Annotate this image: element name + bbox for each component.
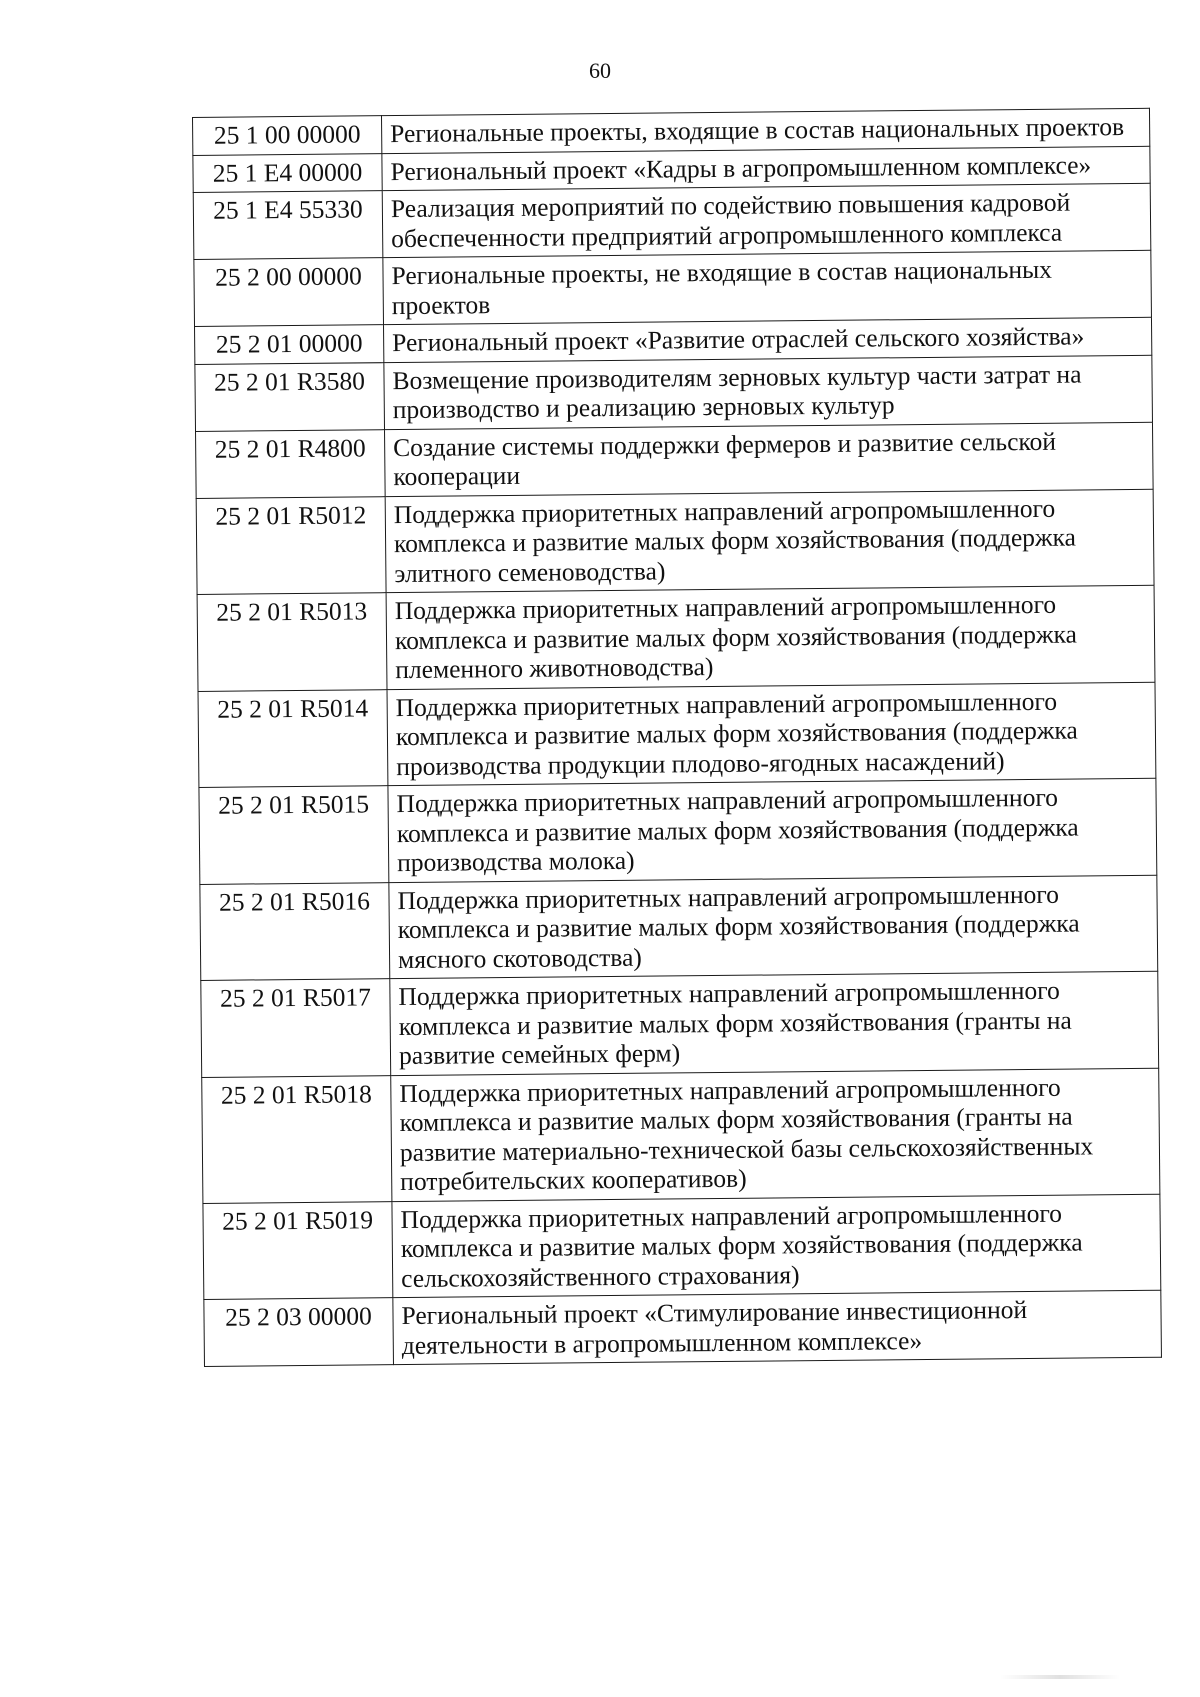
code-cell: 25 2 01 R5014	[198, 689, 388, 787]
budget-classification-table	[192, 108, 1162, 1367]
code-cell: 25 2 01 R5015	[199, 786, 389, 884]
description-cell: Региональные проекты, входящие в состав национальных проектов	[381, 108, 1149, 153]
code-cell: 25 2 01 R5013	[197, 593, 387, 691]
table-row	[195, 355, 1153, 431]
code-cell: 25 2 01 R5017	[201, 979, 391, 1077]
code-cell: 25 1 00 00000	[193, 116, 382, 155]
description-cell: Реализация мероприятий по содействию повышения кадровой обеспеченности предприятий агропромышленного комплекса	[382, 183, 1151, 257]
table-row	[193, 183, 1151, 259]
table-row	[194, 250, 1152, 326]
table-row	[204, 1290, 1162, 1366]
table-row	[202, 1068, 1160, 1203]
description-cell: Поддержка приоритетных направлений агропромышленного комплекса и развитие малых форм хозяйствования (гранты на развитие материально-технической базы сельскохозяйственных потребительских кооперативов)	[391, 1068, 1160, 1201]
description-cell: Поддержка приоритетных направлений агропромышленного комплекса и развитие малых форм хозяйствования (поддержка сельскохозяйственного страхования)	[392, 1194, 1161, 1298]
code-cell: 25 2 01 R5016	[200, 882, 390, 980]
code-cell: 25 2 01 R5012	[196, 496, 386, 594]
table-row	[203, 1194, 1161, 1300]
description-cell: Поддержка приоритетных направлений агропромышленного комплекса и развитие малых форм хозяйствования (поддержка элитного семеноводства)	[385, 489, 1154, 593]
description-cell: Поддержка приоритетных направлений агропромышленного комплекса и развитие малых форм хозяйствования (поддержка производства молока)	[388, 778, 1157, 882]
description-cell: Возмещение производителям зерновых культур части затрат на производство и реализацию зерновых культур	[384, 355, 1153, 429]
page-number: 60	[589, 58, 611, 83]
code-cell: 25 2 01 R3580	[195, 362, 385, 431]
code-cell: 25 2 00 00000	[194, 258, 384, 327]
table-row	[199, 778, 1157, 884]
description-cell: Поддержка приоритетных направлений агропромышленного комплекса и развитие малых форм хозяйствования (поддержка мясного скотоводства)	[389, 875, 1158, 979]
table-row	[201, 971, 1159, 1077]
code-cell: 25 1 E4 00000	[193, 153, 382, 192]
code-cell: 25 2 01 R4800	[196, 429, 386, 498]
code-cell: 25 2 01 R5019	[203, 1201, 393, 1299]
table-row	[196, 422, 1154, 498]
description-cell: Региональный проект «Стимулирование инвестиционной деятельности в агропромышленном комплексе»	[393, 1290, 1162, 1364]
code-cell: 25 2 01 00000	[195, 325, 384, 364]
scan-artifact	[1000, 1675, 1120, 1679]
table-row	[197, 585, 1155, 691]
description-cell: Поддержка приоритетных направлений агропромышленного комплекса и развитие малых форм хозяйствования (гранты на развитие семейных ферм)	[390, 971, 1159, 1075]
table-row	[196, 489, 1154, 595]
code-cell: 25 2 03 00000	[204, 1298, 394, 1367]
description-cell: Региональный проект «Развитие отраслей сельского хозяйства»	[384, 317, 1152, 362]
description-cell: Региональный проект «Кадры в агропромышленном комплексе»	[382, 146, 1150, 191]
description-cell: Региональные проекты, не входящие в состав национальных проектов	[383, 250, 1152, 324]
code-cell: 25 1 E4 55330	[193, 191, 383, 260]
table-row	[200, 875, 1158, 981]
code-cell: 25 2 01 R5018	[202, 1075, 392, 1203]
description-cell: Создание системы поддержки фермеров и развитие сельской кооперации	[385, 422, 1154, 496]
table-row	[198, 682, 1156, 788]
description-cell: Поддержка приоритетных направлений агропромышленного комплекса и развитие малых форм хозяйствования (поддержка племенного животноводства)	[386, 585, 1155, 689]
description-cell: Поддержка приоритетных направлений агропромышленного комплекса и развитие малых форм хозяйствования (поддержка производства продукции плодово-ягодных насаждений)	[387, 682, 1156, 786]
